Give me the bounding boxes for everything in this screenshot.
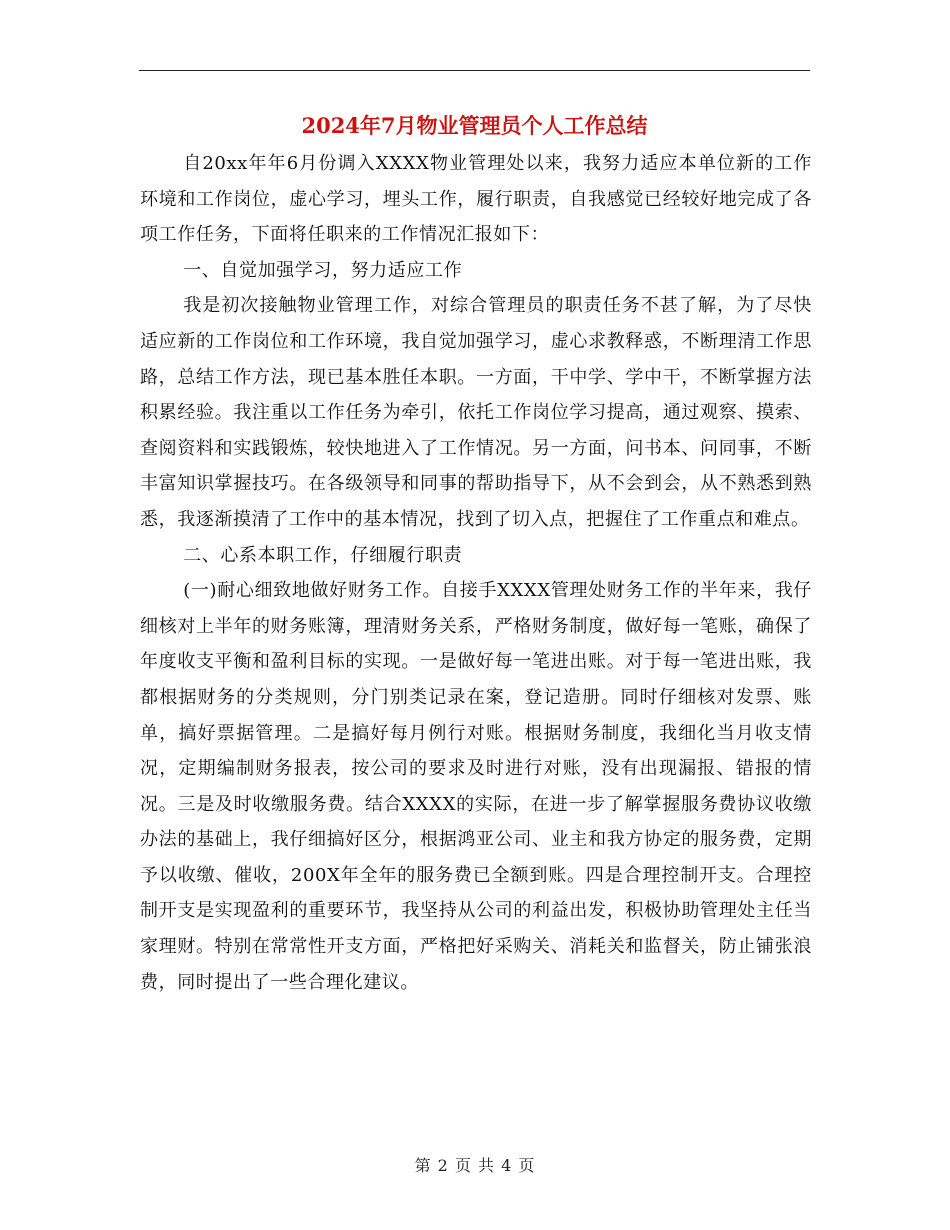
- page-middle-text: 页 共: [454, 1156, 496, 1175]
- page-footer: [0, 1153, 950, 1176]
- page-prefix: 第: [414, 1156, 432, 1175]
- current-page-number: 2: [437, 1156, 449, 1175]
- section-1-paragraph: 我是初次接触物业管理工作，对综合管理员的职责任务不甚了解，为了尽快适应新的工作岗位和工作环境，我自觉加强学习，虚心求教释惑，不断理清工作思路，总结工作方法，现已基本胜任本职。一方面，干中学、学中干，不断掌握方法积累经验。我注重以工作任务为牵引，依托工作岗位学习提高，通过观察、摸索、查阅资料和实践锻炼，较快地进入了工作情况。另一方面，问书本、问同事，不断丰富知识掌握技巧。在各级领导和同事的帮助指导下，从不会到会，从不熟悉到熟悉，我逐渐摸清了工作中的基本情况，找到了切入点，把握住了工作重点和难点。: [140, 295, 812, 530]
- document-title: 2024年7月物业管理员个人工作总结: [301, 113, 648, 138]
- section-heading-1: 一、自觉加强学习，努力适应工作: [183, 259, 463, 281]
- header-rule: [139, 70, 810, 71]
- document-body: [140, 146, 812, 1000]
- intro-paragraph: 自20xx年年6月份调入XXXX物业管理处以来，我努力适应本单位新的工作环境和工作岗位，虚心学习，埋头工作，履行职责，自我感觉已经较好地完成了各项工作任务，下面将任职来的工作情况汇报如下：: [140, 153, 812, 246]
- section-heading-2: 二、心系本职工作，仔细履行职责: [183, 544, 463, 566]
- total-pages-number: 4: [501, 1156, 513, 1175]
- section-2-paragraph: (一)耐心细致地做好财务工作。自接手XXXX管理处财务工作的半年来，我仔细核对上半年的财务账簿，理清财务关系，严格财务制度，做好每一笔账，确保了年度收支平衡和盈利目标的实现。一是做好每一笔进出账。对于每一笔进出账，我都根据财务的分类规则，分门别类记录在案，登记造册。同时仔细核对发票、账单，搞好票据管理。二是搞好每月例行对账。根据财务制度，我细化当月收支情况，定期编制财务报表，按公司的要求及时进行对账，没有出现漏报、错报的情况。三是及时收缴服务费。结合XXXX的实际，在进一步了解掌握服务费协议收缴办法的基础上，我仔细搞好区分，根据鸿亚公司、业主和我方协定的服务费，定期予以收缴、催收，200X年全年的服务费已全额到账。四是合理控制开支。合理控制开支是实现盈利的重要环节，我坚持从公司的利益出发，积极协助管理处主任当家理财。特别在常常性开支方面，严格把好采购关、消耗关和监督关，防止铺张浪费，同时提出了一些合理化建议。: [140, 580, 812, 993]
- page-suffix: 页: [518, 1156, 536, 1175]
